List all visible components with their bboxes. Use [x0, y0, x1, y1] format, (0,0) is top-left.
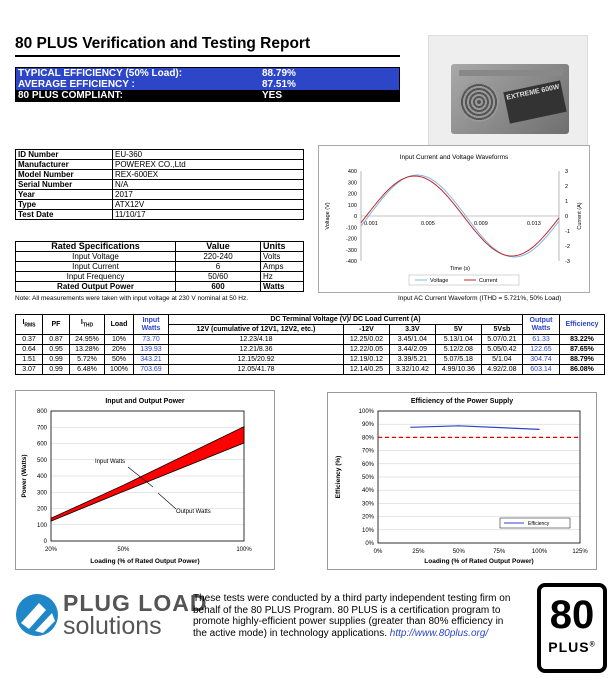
col-header-5v: 5V: [435, 325, 481, 335]
waveform-xtick: 0.013: [527, 221, 541, 227]
col-header-efficiency: Efficiency: [560, 315, 605, 335]
cell: 24.95%: [70, 335, 105, 345]
spec-key: Rated Output Power: [16, 282, 176, 292]
waveform-xlabel: Time (s): [450, 266, 470, 272]
efficiency-ytick: 10%: [361, 527, 374, 534]
cell: 5.12/2.08: [435, 345, 481, 355]
power-ylabel: Power (Watts): [21, 454, 28, 498]
summary-label: AVERAGE EFFICIENCY :: [16, 79, 261, 90]
efficiency-ytick: 30%: [361, 501, 374, 508]
waveform-ytick: -200: [345, 236, 357, 243]
id-value: 2017: [113, 190, 304, 200]
cell: 139.93: [134, 345, 169, 355]
power-band-area: [51, 427, 244, 521]
power-xtick: 20%: [44, 547, 58, 553]
cell: 83.22%: [560, 335, 605, 345]
output-watts-label: Output Watts: [176, 509, 211, 515]
efficiency-xtick: 25%: [412, 549, 425, 555]
waveform-xtick: 0.005: [421, 221, 435, 227]
dc-load-table: [15, 314, 605, 375]
efficiency-chart: [327, 392, 597, 570]
table-row: [16, 200, 304, 210]
col-header-input-watts: Input Watts: [134, 315, 169, 335]
spec-unit: Hz: [261, 272, 304, 282]
cell: 100%: [105, 365, 134, 375]
spec-value: 220-240: [176, 252, 261, 262]
waveform-y2tick: 0: [565, 214, 569, 220]
power-ytick: 300: [36, 490, 47, 497]
id-value: EU-360: [113, 150, 304, 160]
cell: 0.37: [16, 335, 43, 345]
cell: 12.25/0.02: [344, 335, 390, 345]
power-ytick: 700: [36, 425, 47, 432]
summary-value: YES: [260, 90, 400, 102]
col-header-m12v: -12V: [344, 325, 390, 335]
table-row: [16, 345, 605, 355]
legend-current: Current: [479, 278, 498, 284]
spec-value: 6: [176, 262, 261, 272]
table-row: [16, 262, 304, 272]
col-header-output-watts: Output Watts: [523, 315, 560, 335]
cell: 0.64: [16, 345, 43, 355]
plug-load-logo-icon: [15, 593, 59, 637]
fan-grill: [459, 82, 499, 122]
efficiency-ytick: 70%: [361, 448, 374, 455]
spec-header: Rated Specifications: [16, 242, 176, 252]
summary-value: 87.51%: [260, 79, 400, 90]
cell: 4.92/2.08: [481, 365, 522, 375]
cell: 20%: [105, 345, 134, 355]
id-value: POWEREX CO.,Ltd: [113, 160, 304, 170]
cell: 3.39/5.21: [389, 355, 435, 365]
power-ytick: 100: [36, 522, 47, 529]
spec-unit: Watts: [261, 282, 304, 292]
cell: 13.28%: [70, 345, 105, 355]
cell: 4.99/10.36: [435, 365, 481, 375]
power-ytick: 200: [36, 506, 47, 513]
cell: 0.99: [43, 355, 70, 365]
cell: 12.23/4.18: [169, 335, 344, 345]
waveform-chart: [318, 145, 590, 293]
waveform-y2tick: -1: [565, 229, 570, 235]
table-row: [16, 272, 304, 282]
spec-key: Input Voltage: [16, 252, 176, 262]
disclaimer-text: These tests were conducted by a third party independent testing firm on behalf of the 80 PLUS Program. 80 PLUS is a certification program to promote highly-efficient power supplies (greater than 80% efficiency in the active mode) in technology applications.: [193, 593, 511, 639]
logo-line1: PLUG LOAD: [63, 590, 208, 616]
cell: 122.65: [523, 345, 560, 355]
waveform-ytick: 300: [347, 180, 357, 187]
waveform-ytick: -300: [345, 247, 357, 254]
table-row: [16, 335, 605, 345]
efficiency-ytick: 60%: [361, 461, 374, 468]
waveform-title: Input Current and Voltage Waveforms: [399, 154, 509, 161]
waveform-ytick: 0: [353, 214, 357, 220]
cell: 12.05/41.78: [169, 365, 344, 375]
efficiency-ytick: 100%: [358, 409, 374, 415]
measurement-note: Note: All measurements were taken with input voltage at 230 V nominal at 50 Hz.: [15, 295, 249, 302]
efficiency-ytick: 90%: [361, 422, 374, 429]
badge-number: 80: [549, 593, 595, 637]
table-row: [16, 210, 304, 220]
power-ytick: 800: [36, 409, 47, 415]
id-key: Type: [16, 200, 113, 210]
id-key: Manufacturer: [16, 160, 113, 170]
cell: 5.07/0.21: [481, 335, 522, 345]
efficiency-legend-label: Efficiency: [528, 521, 550, 527]
cell: 12.19/0.12: [344, 355, 390, 365]
summary-value: 88.79%: [260, 68, 400, 80]
cell: 703.69: [134, 365, 169, 375]
spec-key: Input Frequency: [16, 272, 176, 282]
cell: 3.07: [16, 365, 43, 375]
efficiency-chart-title: Efficiency of the Power Supply: [410, 398, 514, 405]
cell: 5.07/5.18: [435, 355, 481, 365]
col-header-5vsb: 5Vsb: [481, 325, 522, 335]
id-value: ATX12V: [113, 200, 304, 210]
table-row: [16, 282, 304, 292]
cell: 0.87: [43, 335, 70, 345]
efficiency-ytick: 20%: [361, 514, 374, 521]
table-header-row: [16, 242, 304, 252]
efficiency-chart-svg: [328, 393, 596, 569]
disclaimer: [193, 593, 518, 639]
cell: 343.21: [134, 355, 169, 365]
waveform-ytick: -100: [345, 225, 357, 232]
program-link[interactable]: http://www.80plus.org/: [389, 627, 489, 639]
spec-value: 600: [176, 282, 261, 292]
power-chart-title: Input and Output Power: [105, 398, 185, 405]
cell: 6.48%: [70, 365, 105, 375]
col-header-33v: 3.3V: [389, 325, 435, 335]
waveform-y2tick: -3: [565, 259, 570, 265]
waveform-ylabel: Voltage (V): [325, 202, 331, 230]
col-header-ithd: $I_{THD}$: [70, 315, 105, 335]
efficiency-ytick: 0%: [365, 541, 374, 547]
cell: 86.08%: [560, 365, 605, 375]
spec-header: Value: [176, 242, 261, 252]
power-xtick: 50%: [117, 547, 130, 553]
table-row: [16, 252, 304, 262]
cell: 304.74: [523, 355, 560, 365]
waveform-svg: [319, 146, 589, 292]
cell: 12.21/8.36: [169, 345, 344, 355]
id-value: REX-600EX: [113, 170, 304, 180]
cell: 50%: [105, 355, 134, 365]
efficiency-xtick: 50%: [452, 549, 465, 555]
summary-table: [15, 67, 400, 102]
col-header-pf: PF: [43, 315, 70, 335]
efficiency-xtick: 125%: [572, 549, 588, 555]
rated-spec-table: [15, 241, 304, 292]
id-value: 11/10/17: [113, 210, 304, 220]
table-header-row: [16, 315, 605, 325]
id-value: N/A: [113, 180, 304, 190]
col-header-12v: 12V (cumulative of 12V1, 12V2, etc.): [169, 325, 344, 335]
table-row: [16, 160, 304, 170]
waveform-y2tick: 2: [565, 184, 569, 190]
cell: 3.44/2.09: [389, 345, 435, 355]
cell: 5.13/1.04: [435, 335, 481, 345]
waveform-ytick: 400: [347, 169, 357, 175]
cell: 5.72%: [70, 355, 105, 365]
cell: 0.99: [43, 365, 70, 375]
col-header-dc: DC Terminal Voltage (V)/ DC Load Current (A): [169, 315, 523, 325]
efficiency-ylabel: Efficiency (%): [335, 455, 342, 499]
waveform-xtick: 0.009: [474, 221, 488, 227]
product-id-table: [15, 149, 304, 220]
power-chart: [15, 390, 275, 570]
cell: 61.33: [523, 335, 560, 345]
waveform-xtick: 0.001: [364, 221, 378, 227]
table-row: [16, 150, 304, 160]
spec-header: Units: [261, 242, 304, 252]
power-xlabel: Loading (% of Rated Output Power): [90, 558, 200, 565]
efficiency-ytick: 80%: [361, 435, 374, 442]
table-row: [16, 180, 304, 190]
cell: 10%: [105, 335, 134, 345]
table-row: [16, 190, 304, 200]
id-key: Test Date: [16, 210, 113, 220]
legend-voltage: Voltage: [430, 278, 449, 284]
cell: 0.95: [43, 345, 70, 355]
cell: 3.45/1.04: [389, 335, 435, 345]
efficiency-ytick: 50%: [361, 475, 374, 481]
id-key: Serial Number: [16, 180, 113, 190]
power-chart-svg: [16, 391, 274, 569]
summary-label: TYPICAL EFFICIENCY (50% Load):: [16, 68, 261, 80]
product-photo: [428, 35, 588, 147]
col-header-irms: $I_{RMS}$: [16, 315, 43, 335]
summary-row: [16, 79, 400, 90]
waveform-y2tick: -2: [565, 244, 570, 250]
cell: 603.14: [523, 365, 560, 375]
badge-label: PLUS®: [548, 639, 596, 655]
title-rule: [15, 55, 400, 57]
efficiency-xtick: 0%: [373, 549, 383, 555]
80plus-badge: [537, 583, 607, 673]
cell: 12.22/0.05: [344, 345, 390, 355]
cell: 12.15/20.92: [169, 355, 344, 365]
waveform-y2tick: 3: [565, 169, 569, 175]
cell: 88.79%: [560, 355, 605, 365]
cell: 73.70: [134, 335, 169, 345]
spec-value: 50/60: [176, 272, 261, 282]
efficiency-ytick: 40%: [361, 488, 374, 495]
waveform-y2label: Current (A): [577, 202, 583, 230]
cell: 5.05/0.42: [481, 345, 522, 355]
power-ytick: 400: [36, 474, 47, 480]
waveform-ytick: -400: [345, 259, 357, 265]
spec-unit: Volts: [261, 252, 304, 262]
waveform-caption: Input AC Current Waveform (ITHD = 5.721%, 50% Load): [398, 295, 562, 302]
cell: 12.14/0.25: [344, 365, 390, 375]
power-ytick: 600: [36, 441, 47, 448]
summary-row: [16, 68, 400, 80]
power-ytick: 0: [43, 539, 47, 545]
power-ytick: 500: [36, 457, 47, 464]
waveform-y2tick: 1: [565, 199, 569, 205]
waveform-ytick: 200: [347, 191, 357, 198]
efficiency-line: [410, 426, 539, 430]
spec-key: Input Current: [16, 262, 176, 272]
product-label: EXTREME 600W: [503, 80, 566, 123]
input-watts-label: Input Watts: [95, 459, 126, 465]
summary-label: 80 PLUS COMPLIANT:: [16, 90, 261, 102]
efficiency-xtick: 100%: [531, 549, 548, 555]
cell: 87.65%: [560, 345, 605, 355]
efficiency-xtick: 75%: [493, 549, 506, 555]
cell: 1.51: [16, 355, 43, 365]
power-supply-image: [451, 64, 569, 134]
efficiency-xlabel: Loading (% of Rated Output Power): [424, 558, 534, 565]
table-row: [16, 170, 304, 180]
id-key: Model Number: [16, 170, 113, 180]
id-key: Year: [16, 190, 113, 200]
waveform-ytick: 100: [347, 202, 357, 209]
cell: 3.32/10.42: [389, 365, 435, 375]
cell: 5/1.04: [481, 355, 522, 365]
power-xtick: 100%: [236, 547, 252, 553]
spec-unit: Amps: [261, 262, 304, 272]
summary-row: [16, 90, 400, 102]
id-key: ID Number: [16, 150, 113, 160]
table-row: [16, 355, 605, 365]
table-row: [16, 365, 605, 375]
col-header-load: Load: [105, 315, 134, 335]
page-title: 80 PLUS Verification and Testing Report: [15, 35, 311, 52]
logo-line2: solutions: [63, 612, 162, 640]
